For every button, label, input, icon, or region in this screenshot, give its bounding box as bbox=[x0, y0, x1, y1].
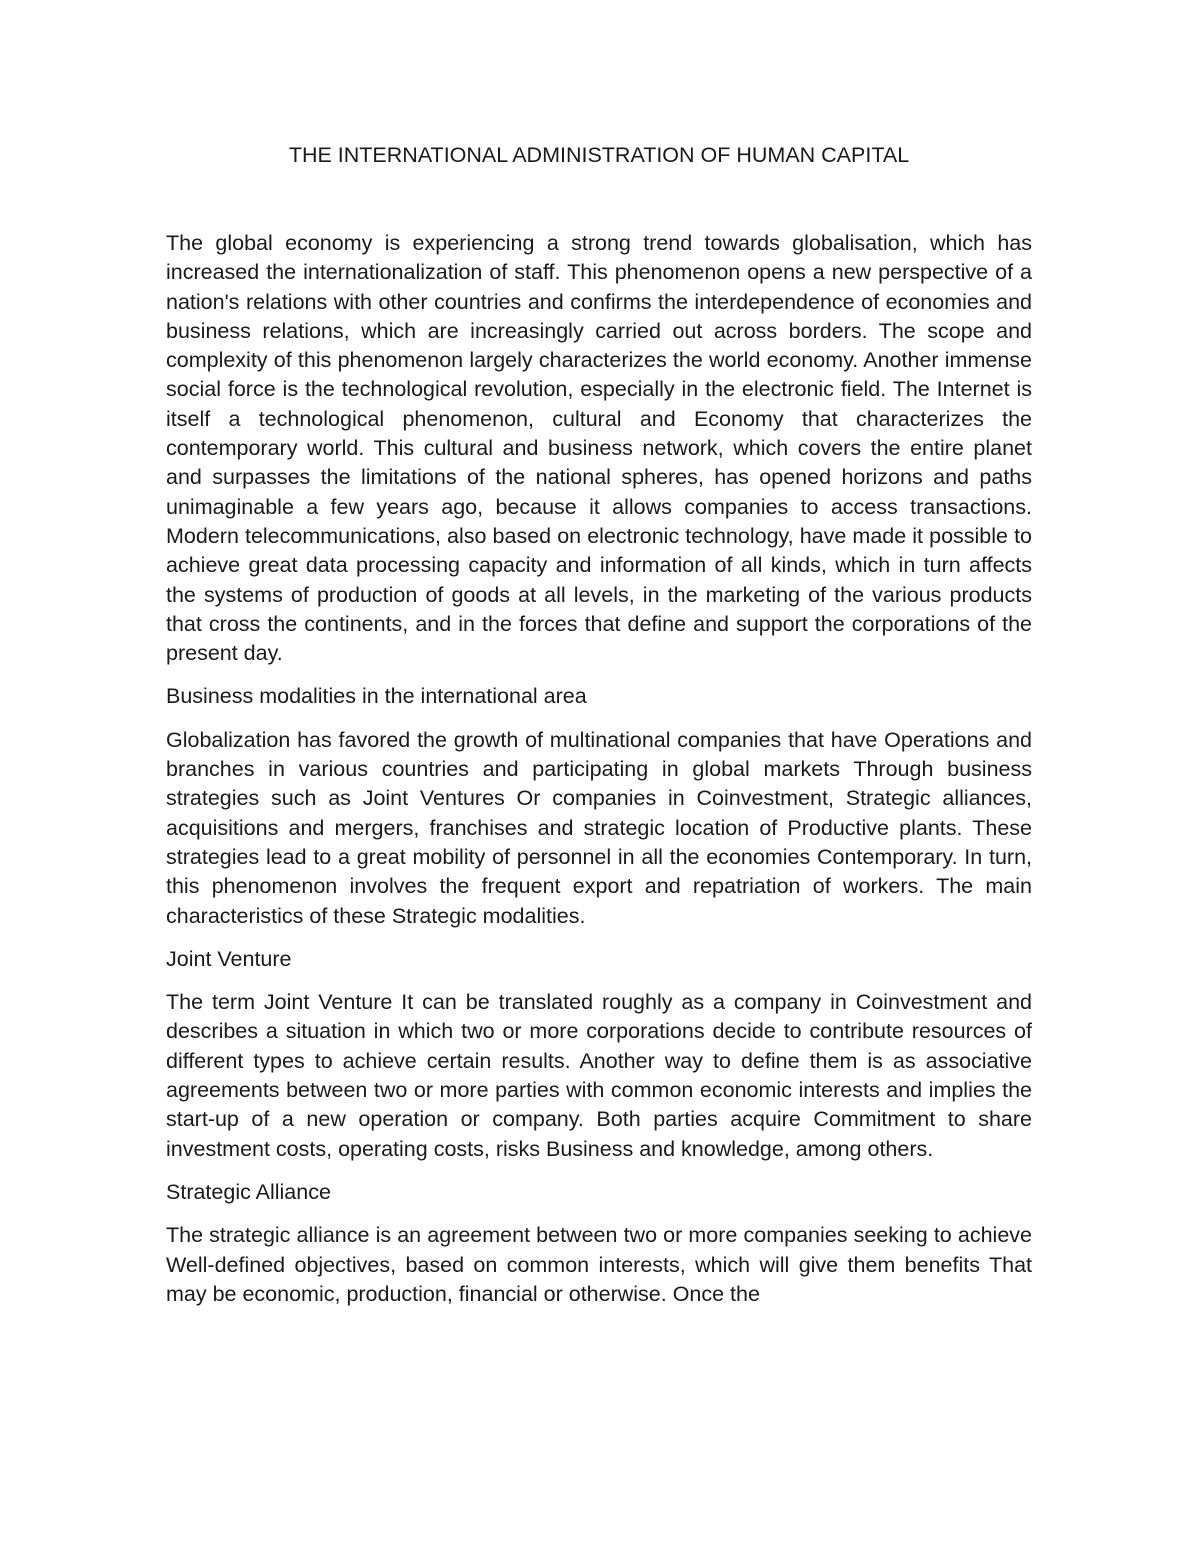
document-title: THE INTERNATIONAL ADMINISTRATION OF HUMAN CAPITAL bbox=[288, 143, 910, 167]
section-heading-joint-venture: Joint Venture bbox=[166, 946, 292, 971]
paragraph-globalization-intro: The global economy is experiencing a strong trend towards globalisation, which has increased the internationalization of staff. This phenomenon opens a new perspective of a nation's relations with other countries and confirms the interdependence of economies and business relations, which are increasingly carried out across borders. The scope and complexity of this phenomenon largely characterizes the world economy. Another immense social force is the technological revolution, especially in the electronic field. The Internet is itself a technological phenomenon, cultural and Economy that characterizes the contemporary world. This cultural and business network, which covers the entire planet and surpasses the limitations of the national spheres, has opened horizons and paths unimaginable a few years ago, because it allows companies to access transactions. Modern telecommunications, also based on electronic technology, have made it possible to achieve great data processing capacity and information of all kinds, which in turn affects the systems of production of goods at all levels, in the marketing of the various products that cross the continents, and in the forces that define and support the corporations of the present day. bbox=[166, 231, 1032, 666]
paragraph-joint-venture: The term Joint Venture It can be translated roughly as a company in Coinvestment and describes a situation in which two or more corporations decide to contribute resources of different types to achieve certain results. Another way to define them is as associative agreements between two or more parties with common economic interests and implies the start-up of a new operation or company. Both parties acquire Commitment to share investment costs, operating costs, risks Business and knowledge, among others. bbox=[166, 990, 1032, 1161]
section-heading-strategic-alliance: Strategic Alliance bbox=[166, 1179, 331, 1204]
section-heading-business-modalities: Business modalities in the international area bbox=[166, 684, 587, 709]
paragraph-strategic-alliance: The strategic alliance is an agreement between two or more companies seeking to achieve Well-defined objectives, based on common interests, which will give them benefits That may be economic, production, financial or otherwise. Once the bbox=[166, 1223, 1032, 1306]
document-body bbox=[166, 229, 1032, 1323]
paragraph-business-modalities: Globalization has favored the growth of multinational companies that have Operations and branches in various countries and participating in global markets Through business strategies such as Joint Ventures Or companies in Coinvestment, Strategic alliances, acquisitions and mergers, franchises and strategic location of Productive plants. These strategies lead to a great mobility of personnel in all the economies Contemporary. In turn, this phenomenon involves the frequent export and repatriation of workers. The main characteristics of these Strategic modalities. bbox=[166, 727, 1032, 928]
